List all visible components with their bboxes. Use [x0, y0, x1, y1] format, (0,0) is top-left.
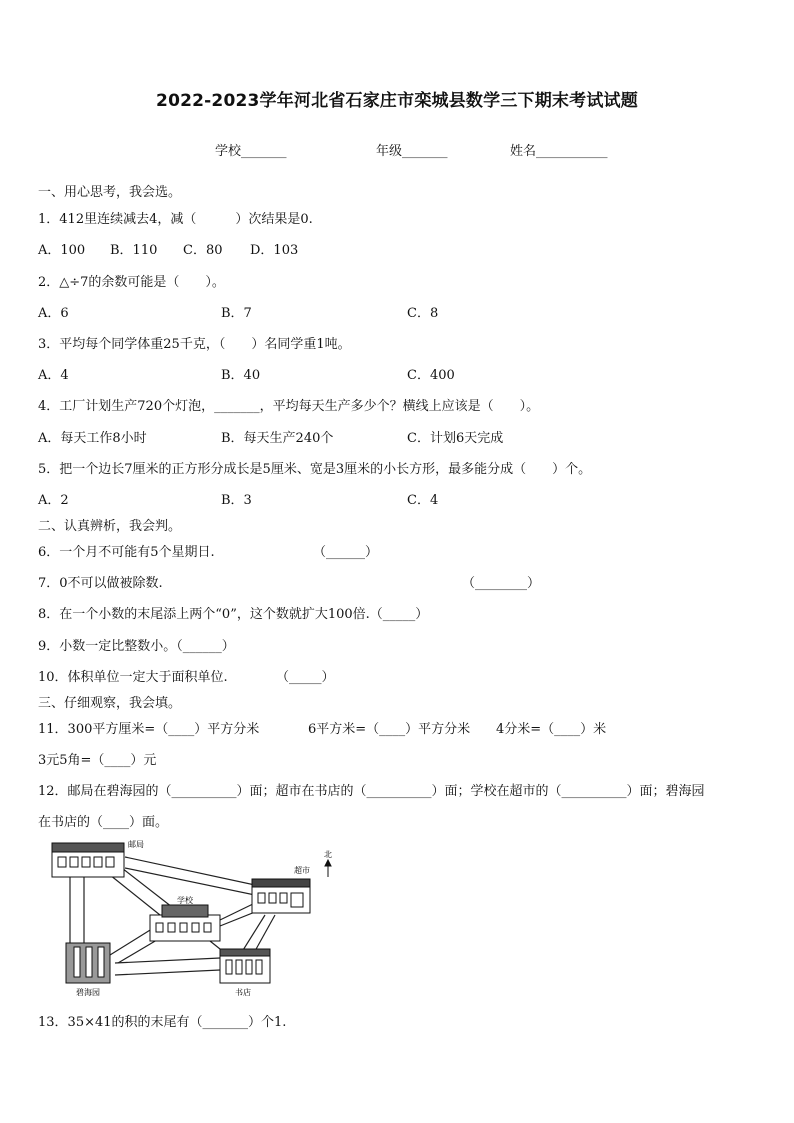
question-12-line1: 12．邮局在碧海园的（__________）面；超市在书店的（__________）面；学校在超市的（__________）面；碧海园	[38, 784, 705, 799]
question-11-part1: 11．300平方厘米=（____）平方分米	[38, 722, 260, 737]
q3-option-a: A．4	[38, 368, 69, 383]
question-8: 8．在一个小数的末尾添上两个“0”，这个数就扩大100倍.（_____）	[38, 607, 429, 622]
grade-field: 年级_______	[376, 144, 448, 159]
question-12-line2: 在书店的（____）面。	[38, 815, 169, 830]
question-13: 13．35×41的积的末尾有（_______）个1.	[38, 1015, 287, 1030]
name-field: 姓名___________	[510, 144, 608, 159]
question-7: 7．0不可以做被除数.	[38, 576, 163, 591]
map-label-post: 邮局	[128, 840, 144, 849]
q1-option-b: B．110	[110, 243, 158, 258]
map-label-market: 超市	[294, 866, 310, 875]
question-10: 10．体积单位一定大于面积单位.	[38, 670, 228, 685]
north-arrow-icon	[325, 860, 331, 877]
map-label-school: 学校	[177, 896, 193, 905]
q4-option-c: C．计划6天完成	[407, 431, 504, 446]
question-11-part2: 6平方米=（____）平方分米	[308, 722, 471, 737]
section-choice: 一、用心思考，我会选。	[38, 185, 182, 200]
question-2: 2．△÷7的余数可能是（ ）。	[38, 275, 225, 290]
question-3: 3．平均每个同学体重25千克，（ ）名同学重1吨。	[38, 337, 351, 352]
q5-option-a: A．2	[38, 493, 69, 508]
q1-option-d: D．103	[250, 243, 299, 258]
school-building	[150, 905, 220, 941]
question-5: 5．把一个边长7厘米的正方形分成长是5厘米、宽是3厘米的小长方形，最多能分成（ ）个。	[38, 462, 592, 477]
q10-blank: （_____）	[276, 670, 335, 685]
supermarket-building	[252, 879, 310, 913]
q6-blank: （______）	[313, 545, 379, 560]
section-judge: 二、认真辨析，我会判。	[38, 519, 182, 534]
q5-option-b: B．3	[221, 493, 252, 508]
map-label-garden: 碧海园	[76, 988, 100, 997]
page-title: 2022-2023学年河北省石家庄市栾城县数学三下期末考试试题	[156, 91, 638, 111]
question-11-line2: 3元5角=（____）元	[38, 753, 157, 768]
garden-building	[66, 943, 110, 983]
q2-option-a: A．6	[38, 306, 69, 321]
section-fill: 三、仔细观察，我会填。	[38, 696, 182, 711]
q1-option-c: C．80	[183, 243, 223, 258]
school-field: 学校_______	[215, 144, 287, 159]
question-6: 6．一个月不可能有5个星期日.	[38, 545, 215, 560]
question-1: 1．412里连续减去4，减（ ）次结果是0.	[38, 212, 313, 227]
q3-option-c: C．400	[407, 368, 455, 383]
q1-option-a: A．100	[38, 243, 86, 258]
map-label-book: 书店	[235, 988, 251, 997]
q7-blank: （________）	[462, 576, 541, 591]
q4-option-b: B．每天生产240个	[221, 431, 334, 446]
question-4: 4．工厂计划生产720个灯泡，_______，平均每天生产多少个？横线上应该是（ ）。	[38, 399, 540, 414]
map-label-north: 北	[324, 850, 332, 859]
q2-option-b: B．7	[221, 306, 252, 321]
q4-option-a: A．每天工作8小时	[38, 431, 147, 446]
q2-option-c: C．8	[407, 306, 439, 321]
post-office-building	[52, 843, 124, 877]
bookstore-building	[220, 949, 270, 983]
q3-option-b: B．40	[221, 368, 261, 383]
question-11-part3: 4分米=（____）米	[496, 722, 607, 737]
question-9: 9．小数一定比整数小。（______）	[38, 639, 235, 654]
q5-option-c: C．4	[407, 493, 439, 508]
direction-map	[40, 835, 340, 1003]
